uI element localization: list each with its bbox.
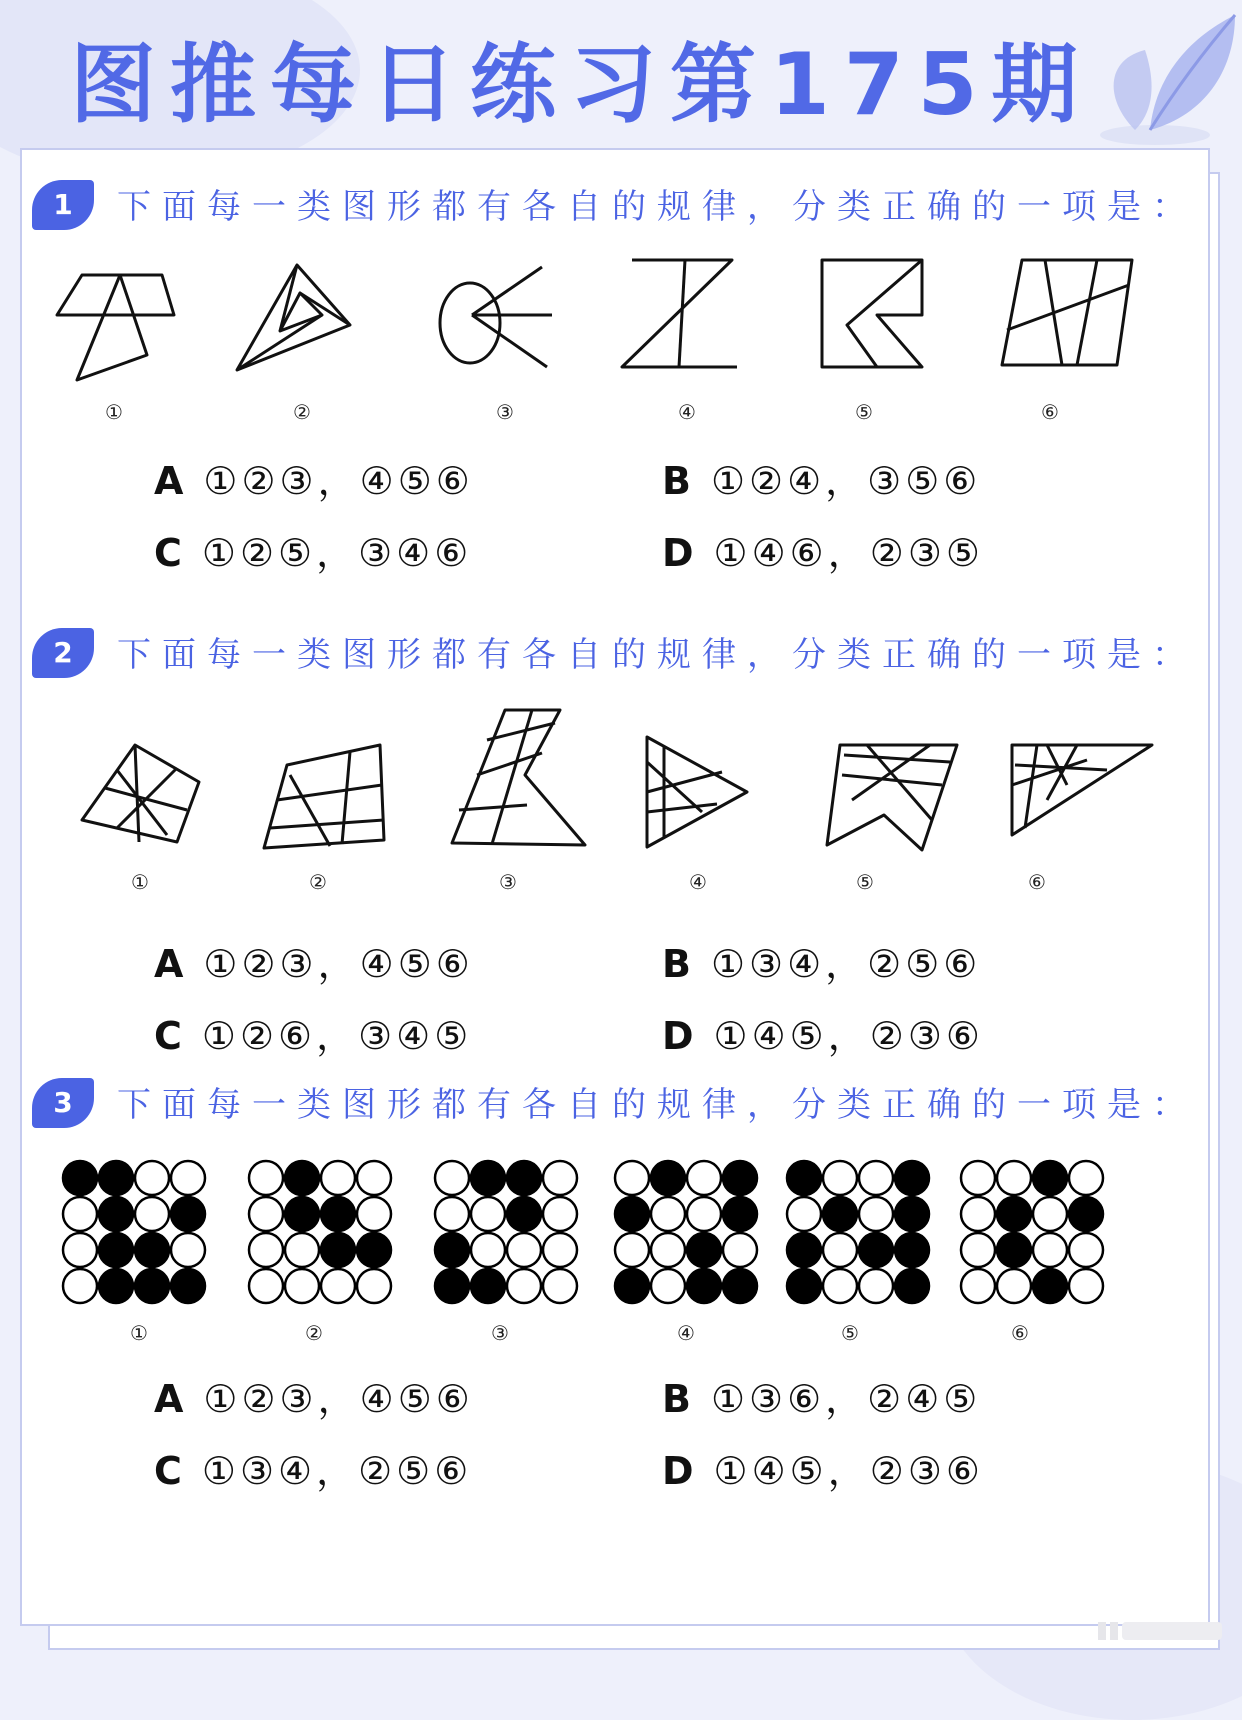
question-prompt: 下面每一类图形都有各自的规律，分类正确的一项是： (117, 1085, 1197, 1125)
question-number-badge: 2 (32, 628, 94, 678)
figure-label: ③ (499, 870, 517, 894)
figure-label: ② (305, 1321, 323, 1345)
white-circle (543, 1197, 577, 1231)
white-circle (651, 1269, 685, 1303)
black-circle (1069, 1197, 1103, 1231)
white-circle (285, 1233, 319, 1267)
figure-label: ④ (678, 400, 696, 424)
white-circle (997, 1161, 1031, 1195)
circle-grid (60, 1158, 208, 1306)
white-circle (249, 1197, 283, 1231)
black-circle (787, 1269, 821, 1303)
figure-label: ① (130, 1321, 148, 1345)
black-circle (651, 1161, 685, 1195)
black-circle (171, 1197, 205, 1231)
option-text: ①②③，④⑤⑥ (203, 1377, 474, 1421)
figure-2 (262, 740, 392, 850)
option-c[interactable] (154, 522, 472, 577)
figure-label: ⑤ (841, 1321, 859, 1345)
white-circle (997, 1269, 1031, 1303)
white-circle (471, 1233, 505, 1267)
black-circle (997, 1197, 1031, 1231)
white-circle (651, 1233, 685, 1267)
white-circle (1069, 1233, 1103, 1267)
white-circle (321, 1269, 355, 1303)
figure-drawing (1007, 740, 1157, 840)
black-circle (1033, 1161, 1067, 1195)
black-circle (507, 1197, 541, 1231)
figure-label: ⑥ (1041, 400, 1059, 424)
white-circle (961, 1269, 995, 1303)
black-circle (687, 1269, 721, 1303)
white-circle (321, 1161, 355, 1195)
option-key: C (154, 1014, 186, 1058)
figure-6 (1007, 740, 1157, 840)
black-circle (997, 1233, 1031, 1267)
option-key: A (154, 459, 188, 503)
black-circle (507, 1161, 541, 1195)
white-circle (859, 1197, 893, 1231)
option-c[interactable] (154, 1440, 472, 1495)
black-circle (357, 1233, 391, 1267)
watermark-icon (1098, 1618, 1228, 1644)
black-circle (135, 1233, 169, 1267)
figure-2 (246, 1158, 394, 1306)
figure-label: ④ (689, 870, 707, 894)
white-circle (543, 1161, 577, 1195)
black-circle (99, 1197, 133, 1231)
option-b[interactable] (662, 1368, 981, 1423)
option-key: A (154, 1377, 188, 1421)
circle-grid (612, 1158, 760, 1306)
white-circle (961, 1233, 995, 1267)
exercise-card (20, 148, 1210, 1626)
white-circle (543, 1269, 577, 1303)
black-circle (615, 1269, 649, 1303)
option-b[interactable] (662, 933, 981, 988)
white-circle (507, 1269, 541, 1303)
figure-label: ② (309, 870, 327, 894)
question-prompt: 下面每一类图形都有各自的规律，分类正确的一项是： (117, 635, 1197, 675)
figure-drawing (447, 705, 587, 850)
white-circle (357, 1161, 391, 1195)
option-a[interactable] (154, 450, 474, 505)
figure-drawing (617, 255, 747, 385)
white-circle (507, 1233, 541, 1267)
leaf-decoration-icon (1095, 10, 1242, 150)
option-text: ①②⑤，③④⑥ (201, 531, 473, 575)
figure-drawing (262, 740, 392, 850)
white-circle (63, 1197, 97, 1231)
option-key: B (662, 459, 695, 503)
white-circle (357, 1269, 391, 1303)
black-circle (285, 1197, 319, 1231)
black-circle (823, 1197, 857, 1231)
circle-grid (958, 1158, 1106, 1306)
black-circle (723, 1269, 757, 1303)
white-circle (1033, 1197, 1067, 1231)
option-d[interactable] (662, 1005, 984, 1060)
white-circle (859, 1161, 893, 1195)
option-key: B (662, 942, 695, 986)
white-circle (171, 1161, 205, 1195)
white-circle (63, 1233, 97, 1267)
black-circle (895, 1269, 929, 1303)
option-text: ①③④，②⑤⑥ (710, 942, 982, 986)
black-circle (723, 1161, 757, 1195)
figure-label: ① (105, 400, 123, 424)
black-circle (135, 1269, 169, 1303)
option-key: A (154, 942, 188, 986)
figure-4 (617, 255, 747, 385)
black-circle (1033, 1269, 1067, 1303)
white-circle (859, 1269, 893, 1303)
black-circle (787, 1161, 821, 1195)
figure-drawing (52, 255, 182, 385)
figure-6 (958, 1158, 1106, 1306)
option-d[interactable] (662, 522, 984, 577)
option-key: C (154, 1449, 186, 1493)
page-title: 图推每日练习第175期 (70, 35, 1092, 135)
white-circle (435, 1197, 469, 1231)
white-circle (723, 1233, 757, 1267)
white-circle (135, 1197, 169, 1231)
white-circle (961, 1161, 995, 1195)
figure-3 (432, 1158, 580, 1306)
figure-label: ② (293, 400, 311, 424)
white-circle (961, 1197, 995, 1231)
figure-4 (642, 732, 752, 852)
black-circle (895, 1161, 929, 1195)
option-key: B (662, 1377, 695, 1421)
option-key: C (154, 531, 186, 575)
black-circle (895, 1197, 929, 1231)
figure-3 (447, 705, 587, 850)
figure-drawing (432, 255, 562, 385)
option-text: ①②⑥，③④⑤ (201, 1014, 473, 1058)
black-circle (435, 1233, 469, 1267)
figure-2 (232, 255, 362, 385)
white-circle (787, 1197, 821, 1231)
black-circle (687, 1233, 721, 1267)
white-circle (357, 1197, 391, 1231)
black-circle (171, 1269, 205, 1303)
option-text: ①②④，③⑤⑥ (710, 459, 982, 503)
circle-grid (784, 1158, 932, 1306)
figure-1 (77, 740, 207, 850)
figure-drawing (642, 732, 752, 852)
white-circle (823, 1233, 857, 1267)
black-circle (787, 1233, 821, 1267)
figure-3 (432, 255, 562, 385)
white-circle (249, 1269, 283, 1303)
figure-1 (60, 1158, 208, 1306)
white-circle (171, 1233, 205, 1267)
white-circle (249, 1233, 283, 1267)
figure-label: ⑥ (1028, 870, 1046, 894)
white-circle (1033, 1233, 1067, 1267)
option-text: ①④⑤，②③⑥ (713, 1449, 984, 1493)
black-circle (435, 1269, 469, 1303)
figure-label: ⑥ (1011, 1321, 1029, 1345)
option-text: ①②③，④⑤⑥ (203, 942, 474, 986)
option-key: D (662, 531, 698, 575)
white-circle (615, 1233, 649, 1267)
figure-1 (52, 255, 182, 385)
figure-4 (612, 1158, 760, 1306)
black-circle (99, 1161, 133, 1195)
white-circle (687, 1197, 721, 1231)
white-circle (1069, 1269, 1103, 1303)
black-circle (321, 1197, 355, 1231)
white-circle (249, 1161, 283, 1195)
white-circle (687, 1161, 721, 1195)
white-circle (471, 1197, 505, 1231)
black-circle (723, 1197, 757, 1231)
white-circle (823, 1161, 857, 1195)
black-circle (859, 1233, 893, 1267)
black-circle (895, 1233, 929, 1267)
option-text: ①③④，②⑤⑥ (201, 1449, 473, 1493)
figure-label: ④ (677, 1321, 695, 1345)
circle-grid (432, 1158, 580, 1306)
black-circle (471, 1269, 505, 1303)
option-text: ①④⑥，②③⑤ (713, 531, 984, 575)
figure-drawing (822, 740, 962, 855)
figure-6 (997, 255, 1137, 385)
option-key: D (662, 1014, 698, 1058)
white-circle (1069, 1161, 1103, 1195)
option-c[interactable] (154, 1005, 472, 1060)
figure-label: ① (131, 870, 149, 894)
black-circle (99, 1269, 133, 1303)
figure-5 (822, 740, 962, 855)
figure-drawing (232, 255, 362, 385)
question-number-badge: 1 (32, 180, 94, 230)
figure-drawing (77, 740, 207, 850)
black-circle (99, 1233, 133, 1267)
white-circle (285, 1269, 319, 1303)
figure-label: ③ (496, 400, 514, 424)
figure-5 (807, 255, 937, 385)
option-b[interactable] (662, 450, 981, 505)
option-key: D (662, 1449, 698, 1493)
figure-drawing (807, 255, 937, 385)
black-circle (285, 1161, 319, 1195)
circle-grid (246, 1158, 394, 1306)
white-circle (823, 1269, 857, 1303)
black-circle (63, 1161, 97, 1195)
figure-drawing (997, 255, 1137, 385)
white-circle (435, 1161, 469, 1195)
figure-label: ⑤ (855, 400, 873, 424)
option-d[interactable] (662, 1440, 984, 1495)
option-text: ①④⑤，②③⑥ (713, 1014, 984, 1058)
white-circle (135, 1161, 169, 1195)
white-circle (615, 1161, 649, 1195)
white-circle (651, 1197, 685, 1231)
question-number-badge: 3 (32, 1078, 94, 1128)
black-circle (471, 1161, 505, 1195)
figure-5 (784, 1158, 932, 1306)
figure-label: ⑤ (856, 870, 874, 894)
option-a[interactable] (154, 933, 474, 988)
option-text: ①③⑥，②④⑤ (710, 1377, 982, 1421)
option-a[interactable] (154, 1368, 474, 1423)
question-prompt: 下面每一类图形都有各自的规律，分类正确的一项是： (117, 187, 1197, 227)
figure-label: ③ (491, 1321, 509, 1345)
white-circle (63, 1269, 97, 1303)
white-circle (543, 1233, 577, 1267)
option-text: ①②③，④⑤⑥ (203, 459, 474, 503)
black-circle (321, 1233, 355, 1267)
black-circle (615, 1197, 649, 1231)
